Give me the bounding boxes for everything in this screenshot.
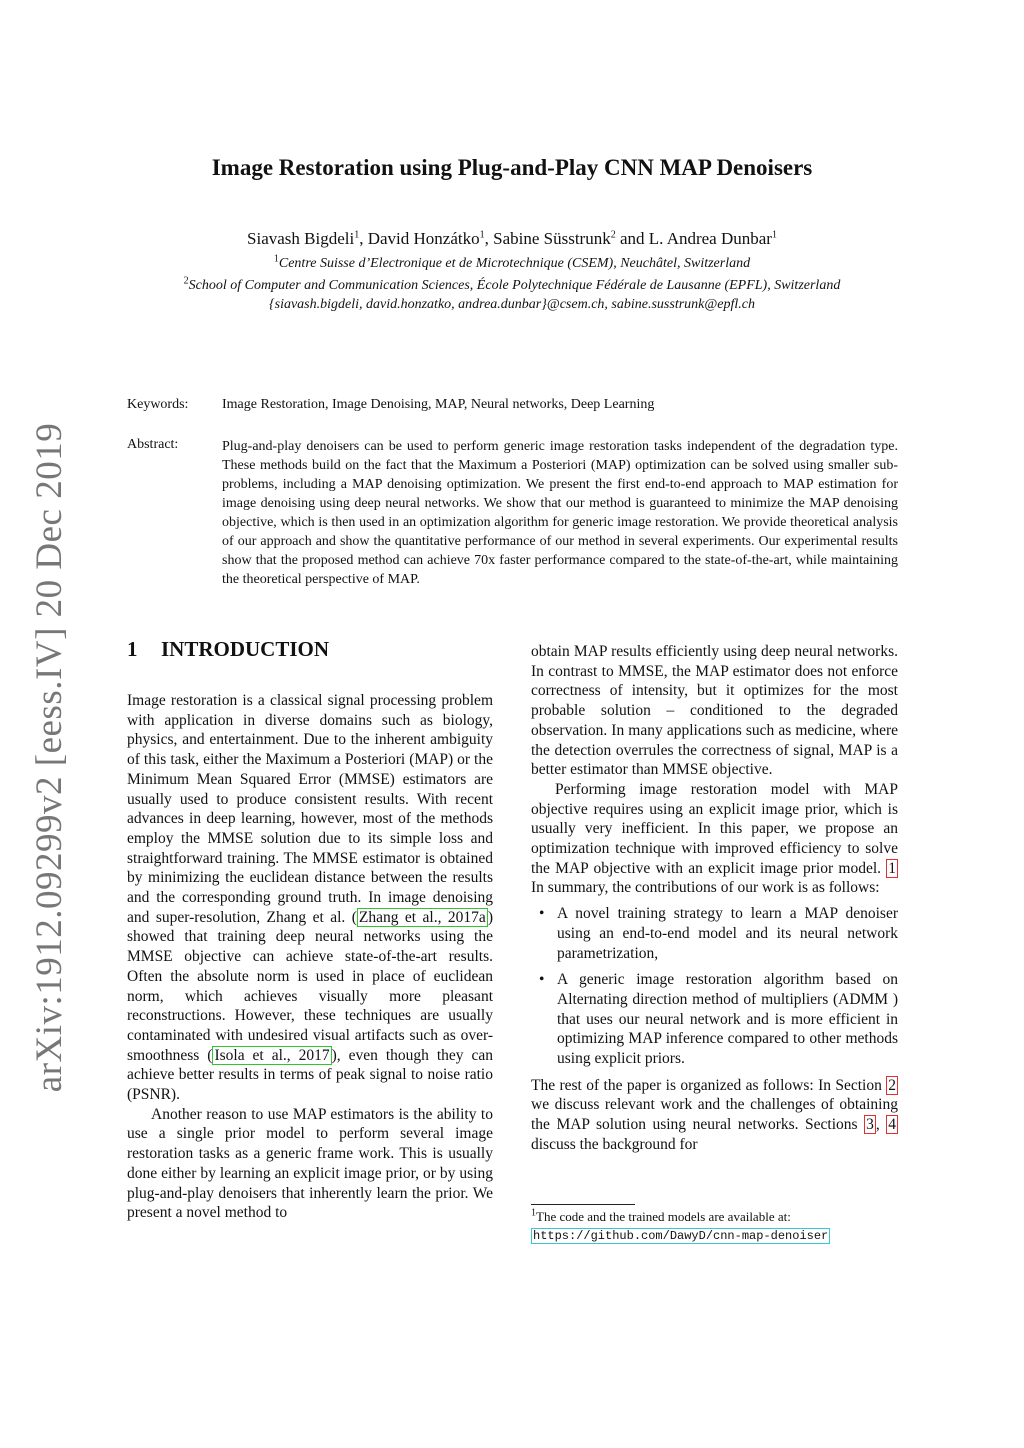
list-item-text: A novel training strategy to learn a MAP denoiser using an end-to-end model and its neural network parametrization, <box>557 905 898 962</box>
footnote-mark: 1 <box>531 1207 536 1219</box>
author-name: L. Andrea Dunbar <box>648 229 772 248</box>
author-name: Sabine Süsstrunk <box>493 229 611 248</box>
section-number: 1 <box>127 637 138 661</box>
text-run: discuss the background for <box>531 1135 698 1153</box>
paragraph: Another reason to use MAP estimators is the ability to use a single prior model to perform several image restoration tasks as a generic frame work. This is usually done either by learning an explicit image prior, or by using plug-and-play denoisers that inherently learn the prior. We present a novel method to <box>127 1105 493 1222</box>
section-title: INTRODUCTION <box>161 637 330 661</box>
author-affiliation-mark: 1 <box>479 229 485 241</box>
section-ref-link[interactable]: 4 <box>888 1116 897 1134</box>
list-item-text: A generic image restoration algorithm based on Alternating direction method of multipliers (ADMM ) that uses our neural network and is more efficient in optimizing MAP inference compared to other methods using explicit priors. <box>557 971 898 1068</box>
affiliation-2 <box>0 275 1024 294</box>
author-list <box>0 229 1024 249</box>
left-column <box>127 691 493 1223</box>
author-affiliation-mark: 1 <box>354 229 360 241</box>
affiliation-mark: 2 <box>183 275 189 287</box>
footnote <box>531 1208 898 1245</box>
text-run: we discuss relevant work and the challenges of obtaining the MAP solution using neural networks. Sections <box>531 1096 898 1134</box>
text-run: ) showed that training deep neural networks using the MMSE objective can achieve state-of-the-art results. Often the absolute norm is used in place of euclidean norm, which achieves visually more pleasant reconstructions. However, these techniques are usually contaminated with undesired visual artifacts such as over-smoothness ( <box>127 908 493 1064</box>
author-separator: , <box>359 229 368 248</box>
paper-title: Image Restoration using Plug-and-Play CNN MAP Denoisers <box>211 155 813 180</box>
abstract-text: Plug-and-play denoisers can be used to perform generic image restoration tasks independent of the degradation type. These methods build on the fact that the Maximum a Posteriori (MAP) optimization can be solved using smaller sub-problems, including a MAP denoising optimization. We present the first end-to-end approach to MAP estimation for image denoising using deep neural networks. We show that our method is guaranteed to minimize the MAP denoising objective, which is then used in an optimization algorithm for generic image restoration. We provide theoretical analysis of our approach and show the quantitative performance of our method in several experiments. Our experimental results show that the proposed method can achieve 70x faster performance compared to the state-of-the-art, while maintaining the theoretical perspective of MAP. <box>222 439 898 587</box>
abstract-label: Abstract: <box>127 437 179 452</box>
paragraph <box>531 1076 898 1155</box>
arxiv-identifier: arXiv:1912.09299v2 [eess.IV] 20 Dec 2019 <box>29 422 71 1093</box>
text-run: ), even though they can achieve better results in terms of peak signal to noise ratio (PSNR). <box>127 1046 493 1104</box>
author-name: David Honzátko <box>367 229 480 248</box>
footnote-divider <box>531 1204 635 1205</box>
text-run: The rest of the paper is organized as follows: In Section <box>531 1076 887 1094</box>
bullet-icon: • <box>539 905 545 923</box>
author-name: Siavash Bigdeli <box>247 229 355 248</box>
section-ref-link[interactable]: 3 <box>866 1116 874 1134</box>
list-item <box>531 970 898 1069</box>
paragraph <box>127 691 493 1105</box>
author-separator: and <box>615 229 649 248</box>
author-separator: , <box>484 229 494 248</box>
text-run: Performing image restoration model with MAP objective requires using an explicit image prior, which is usually very inefficient. In this paper, we propose an optimization technique with improved efficiency to solve the MAP objective with an explicit image prior model. <box>531 780 898 877</box>
text-run: Image restoration is a classical signal processing problem with application in diverse domains such as biology, physics, and entertainment. Due to the inherent ambiguity of this task, either the Maximum a Posteriori (MAP) or the Minimum Mean Squared Error (MMSE) estimators are usually used to produce consistent results. With recent advances in deep learning, however, most of the methods employ the MMSE solution due to its simple loss and straightforward training. The MMSE estimator is obtained by minimizing the euclidean distance between the results and the corresponding ground truth. In image denoising and super-resolution, Zhang et al. ( <box>127 692 493 926</box>
list-item <box>531 904 898 963</box>
keywords-label: Keywords: <box>127 397 189 412</box>
affiliation-text: Centre Suisse d’Electronique et de Microtechnique (CSEM), Neuchâtel, Switzerland <box>278 256 751 271</box>
footnote-text: The code and the trained models are available at: <box>536 1209 791 1224</box>
repository-url-link[interactable]: https://github.com/DawyD/cnn-map-denoiser <box>533 1229 829 1243</box>
section-heading <box>127 637 329 662</box>
citation-link[interactable]: Isola et al., 2017 <box>214 1046 330 1064</box>
affiliation-mark: 1 <box>273 253 279 265</box>
citation-link[interactable]: Zhang et al., 2017a <box>358 908 486 926</box>
bullet-icon: • <box>539 971 545 989</box>
text-run: , <box>875 1116 887 1134</box>
footnote-ref-link[interactable]: 1 <box>888 859 896 877</box>
contribution-list <box>531 904 898 1069</box>
keywords-text: Image Restoration, Image Denoising, MAP, Neural networks, Deep Learning <box>222 397 655 412</box>
paragraph: obtain MAP results efficiently using deep neural networks. In contrast to MMSE, the MAP estimator does not enforce correctness of intensity, but it optimizes for the most probable solution – conditioned to the degraded observation. In many applications such as medicine, where the detection overrules the correctness of signal, MAP is a better estimator than MMSE objective. <box>531 643 898 779</box>
author-emails: {siavash.bigdeli, david.honzatko, andrea.dunbar}@csem.ch, sabine.susstrunk@epfl.ch <box>269 297 755 312</box>
author-affiliation-mark: 2 <box>610 229 616 241</box>
paragraph <box>531 780 898 898</box>
section-ref-link[interactable]: 2 <box>888 1076 896 1094</box>
right-column <box>531 642 898 1155</box>
author-affiliation-mark: 1 <box>771 229 777 241</box>
arxiv-sidebar-stamp <box>20 422 80 1093</box>
text-run: In summary, the contributions of our work is as follows: <box>531 879 880 897</box>
affiliation-1 <box>0 253 1024 272</box>
affiliation-text: School of Computer and Communication Sciences, École Polytechnique Fédérale de Lausanne (EPFL), Switzerland <box>188 278 841 293</box>
